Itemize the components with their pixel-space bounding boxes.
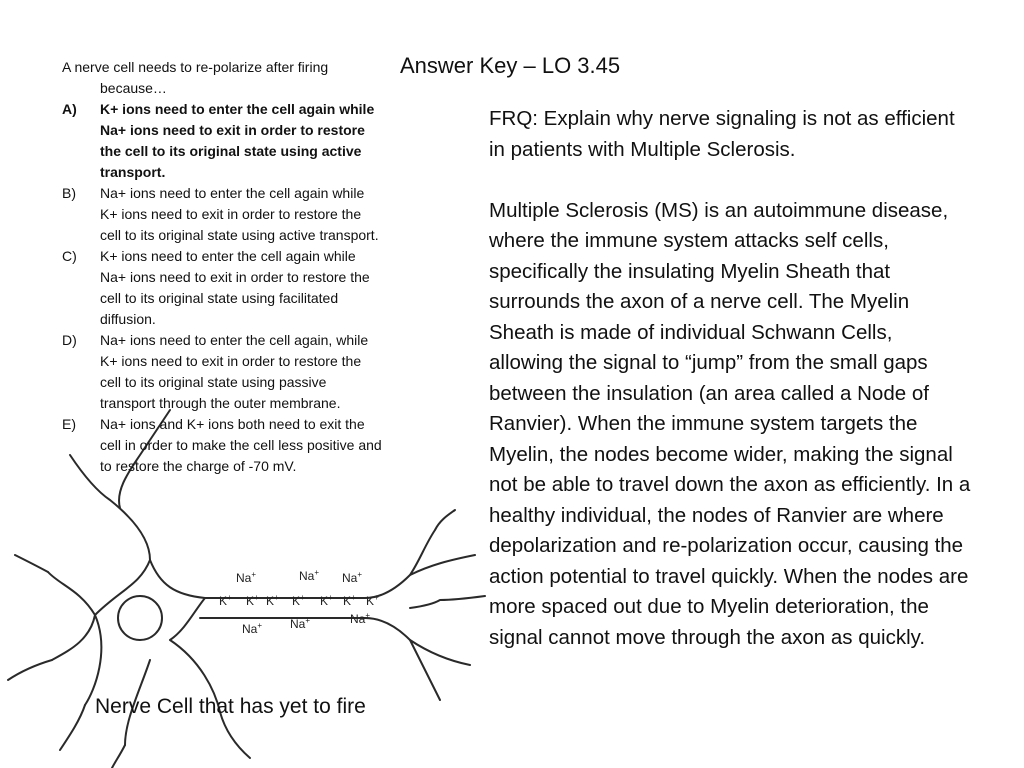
ion-na: Na+: [242, 621, 263, 636]
choice-a: [62, 99, 382, 183]
choice-text: Na+ ions need to enter the cell again, while K+ ions need to exit in order to restore the cell to its original state using passive transport through the outer membrane.: [100, 332, 369, 411]
choice-d: [62, 330, 382, 414]
choice-letter: D): [62, 332, 77, 348]
choice-text: Na+ ions need to enter the cell again while K+ ions need to exit in order to restore the cell to its original state using active transport.: [100, 185, 379, 243]
ion-na: Na+: [350, 611, 371, 626]
ion-k: K+: [320, 593, 333, 608]
question-stem-line1: A nerve cell needs to re-polarize after firing: [62, 59, 329, 75]
choice-letter: E): [62, 416, 76, 432]
ion-na: Na+: [299, 568, 320, 583]
choice-text: K+ ions need to enter the cell again while Na+ ions need to exit in order to restore the cell to its original state using facilitated diffusion.: [100, 248, 370, 327]
ion-labels: [219, 568, 379, 636]
frq-section: [489, 104, 971, 653]
choice-b: [62, 183, 382, 246]
frq-prompt: FRQ: Explain why nerve signaling is not as efficient in patients with Multiple Sclerosis.: [489, 107, 955, 161]
choice-text: Na+ ions and K+ ions both need to exit the cell in order to make the cell less positive and to restore the charge of -70 mV.: [100, 416, 382, 474]
ion-k: K+: [266, 593, 279, 608]
ion-k: K+: [292, 593, 305, 608]
question-stem-line2: because…: [100, 80, 167, 96]
ion-k: K+: [219, 593, 232, 608]
ion-k: K+: [366, 593, 379, 608]
axon-lower: [200, 618, 410, 640]
frq-answer: Multiple Sclerosis (MS) is an autoimmune disease, where the immune system attacks self cells, specifically the insulating Myelin Sheath that surrounds the axon of a nerve cell. The Myelin Sheath is made of individual Schwann Cells, allowing the signal to “jump” from the small gaps between the insulation (an area called a Node of Ranvier). When the immune system targets the Myelin, the nodes become wider, making the signal not be able to travel down the axon as efficiently. In a healthy individual, the nodes of Ranvier are where depolarization and re-polarization occur, causing the action potential to travel quickly. When the nodes are more spaced out due to Myelin deterioration, the signal cannot move through the axon as quickly.: [489, 198, 971, 649]
page-title: Answer Key – LO 3.45: [400, 53, 621, 78]
ion-k: K+: [246, 593, 259, 608]
figure-caption: Nerve Cell that has yet to fire: [95, 695, 366, 718]
choice-c: [62, 246, 382, 330]
ion-na: Na+: [290, 616, 311, 631]
choice-text: K+ ions need to enter the cell again while Na+ ions need to exit in order to restore the cell to its original state using active transport.: [100, 101, 375, 180]
choice-letter: B): [62, 185, 76, 201]
choice-e: [62, 414, 382, 477]
choice-letter: A): [62, 101, 77, 117]
choice-letter: C): [62, 248, 77, 264]
multiple-choice-question: [62, 57, 382, 477]
nucleus: [118, 596, 162, 640]
axon-terminals: [410, 510, 485, 700]
question-stem: [62, 57, 382, 99]
ion-na: Na+: [236, 570, 257, 585]
axon-upper: [205, 575, 410, 598]
ion-na: Na+: [342, 570, 363, 585]
ion-k: K+: [343, 593, 356, 608]
